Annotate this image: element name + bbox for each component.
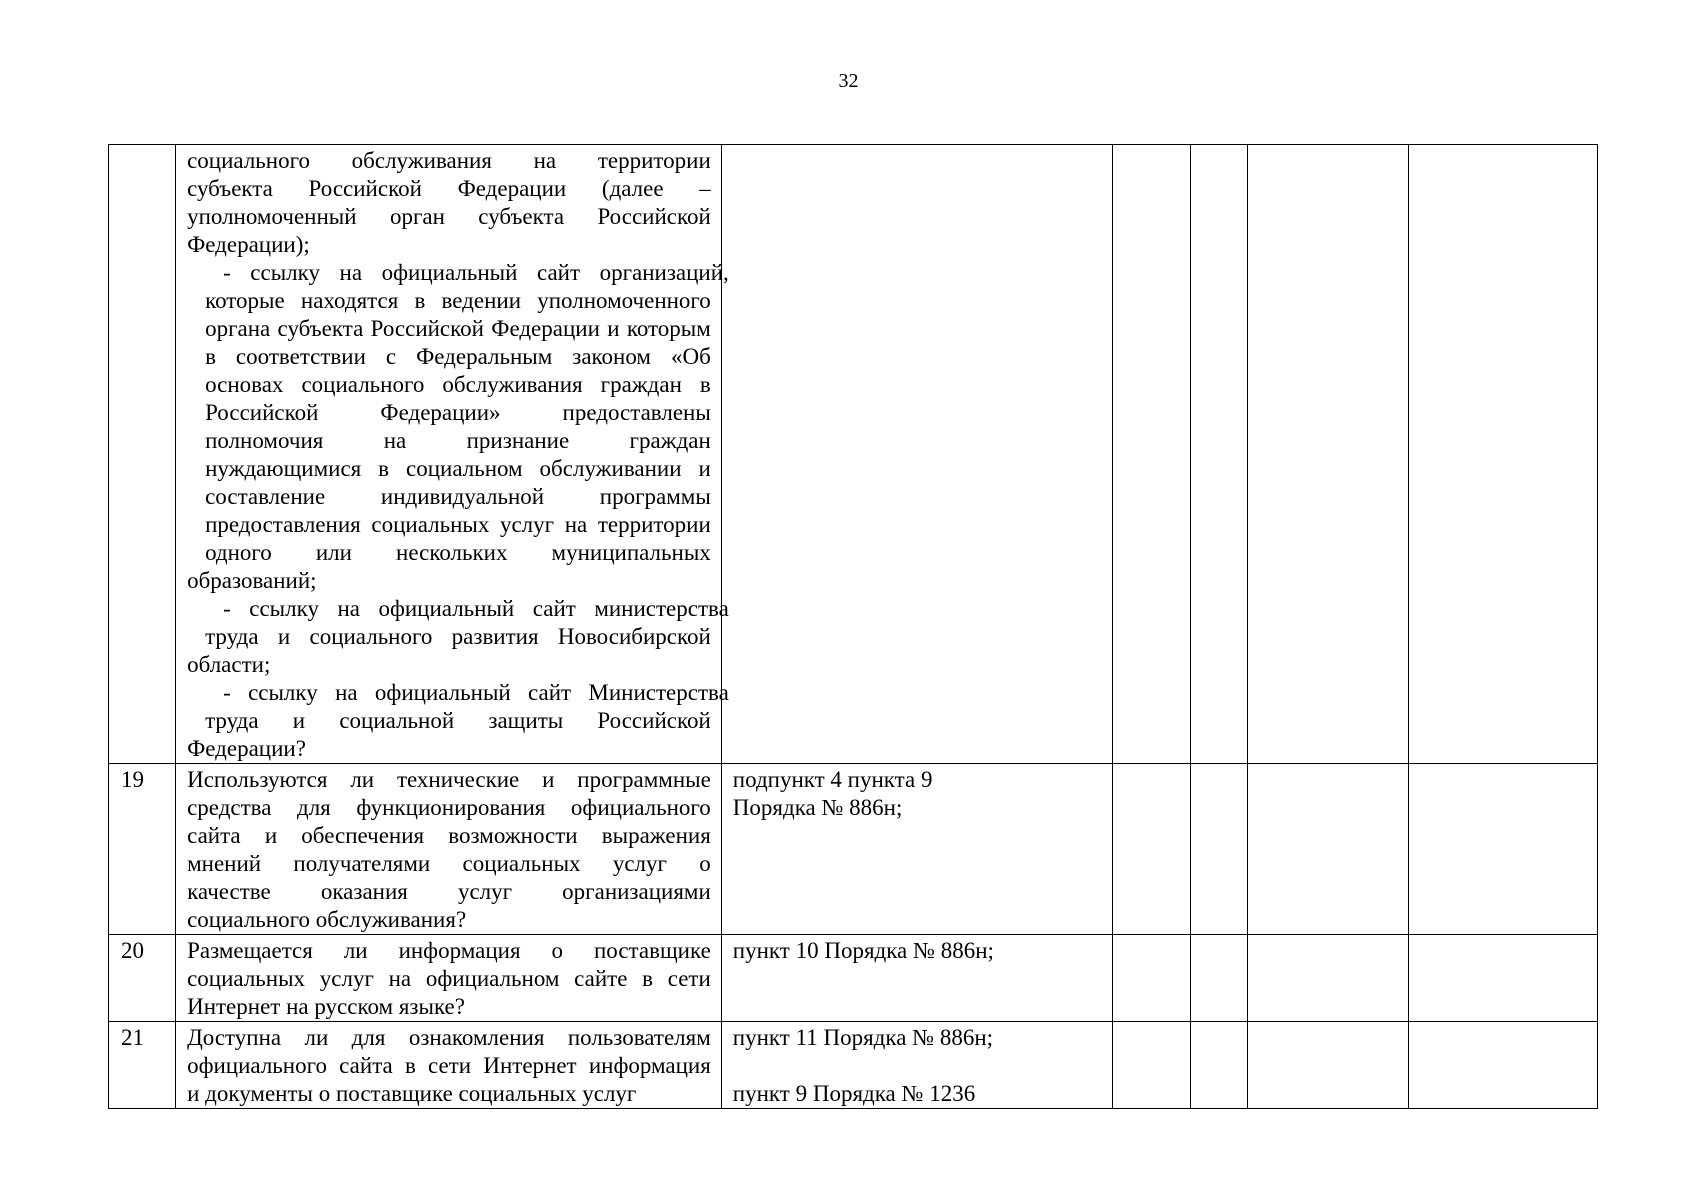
empty-answer-cell: [1408, 935, 1597, 1022]
empty-answer-cell: [1191, 935, 1248, 1022]
row-number-cell: 20: [109, 935, 176, 1022]
question-text-line: социального обслуживания на территории: [187, 148, 711, 173]
question-text-line: - ссылку на официальный сайт министерства: [223, 596, 729, 621]
question-text-line: - ссылку на официальный сайт Министерства: [223, 680, 729, 705]
question-text-line: Российской Федерации» предоставлены: [205, 400, 711, 425]
legal-reference-cell: [721, 145, 1113, 764]
question-text-line: нуждающимися в социальном обслуживании и: [205, 456, 711, 481]
question-text-line: образований;: [187, 568, 317, 593]
question-cell: [176, 1022, 722, 1109]
empty-answer-cell: [1191, 1022, 1248, 1109]
question-text-line: и документы о поставщике социальных услуг: [187, 1081, 637, 1106]
row-number-cell: 19: [109, 764, 176, 935]
question-paragraph: [187, 259, 729, 595]
question-text-line: Используются ли технические и программные: [187, 767, 711, 792]
empty-answer-cell: [1113, 764, 1191, 935]
table-row: [109, 935, 1598, 1022]
question-text-line: социальных услуг на официальном сайте в сети: [187, 966, 711, 991]
question-text-line: сайта и обеспечения возможности выражения: [187, 823, 711, 848]
question-paragraph: [187, 766, 711, 934]
empty-answer-cell: [1113, 1022, 1191, 1109]
empty-answer-cell: [1113, 935, 1191, 1022]
question-text-line: области;: [187, 652, 271, 677]
legal-reference-line: пункт 11 Порядка № 886н;: [732, 1025, 994, 1050]
empty-answer-cell: [1248, 935, 1408, 1022]
question-text-line: которые находятся в ведении уполномоченного: [205, 288, 711, 313]
question-text-line: Федерации?: [187, 736, 306, 761]
question-text-line: мнений получателями социальных услуг о: [187, 851, 711, 876]
legal-reference-cell: [721, 1022, 1113, 1109]
question-text-line: в соответствии с Федеральным законом «Об: [205, 344, 711, 369]
empty-answer-cell: [1248, 145, 1408, 764]
page-number: 32: [838, 70, 859, 92]
question-text-line: полномочия на признание граждан: [205, 428, 711, 453]
question-text-line: Интернет на русском языке?: [187, 994, 465, 1019]
question-cell: [176, 145, 729, 764]
question-text-line: Федерации);: [187, 232, 310, 257]
question-text-line: социального обслуживания?: [187, 907, 467, 932]
question-cell: [176, 935, 722, 1022]
empty-answer-cell: [1408, 145, 1597, 764]
legal-reference-line: Порядка № 886н;: [732, 795, 903, 820]
question-cell: [176, 764, 722, 935]
question-text-line: уполномоченный орган субъекта Российской: [187, 204, 711, 229]
empty-answer-cell: [1191, 145, 1248, 764]
legal-reference-line: пункт 10 Порядка № 886н;: [732, 938, 994, 963]
question-text-line: средства для функционирования официального: [187, 795, 711, 820]
checklist-table: [108, 144, 1598, 1109]
question-paragraph: [187, 595, 729, 679]
question-text-line: органа субъекта Российской Федерации и которым: [205, 316, 711, 341]
legal-reference-cell: [721, 764, 1113, 935]
legal-reference-line: [733, 1052, 1103, 1080]
legal-reference-line: подпункт 4 пункта 9: [732, 767, 933, 792]
question-paragraph: [187, 679, 729, 763]
table-row: [109, 145, 1598, 764]
empty-answer-cell: [1408, 764, 1597, 935]
question-text-line: труда и социального развития Новосибирской: [205, 624, 711, 649]
empty-answer-cell: [1248, 1022, 1408, 1109]
table-body: [109, 145, 1598, 1109]
table-row: [109, 1022, 1598, 1109]
question-paragraph: [187, 937, 711, 1021]
empty-answer-cell: [1191, 764, 1248, 935]
question-text-line: предоставления социальных услуг на территории: [205, 512, 711, 537]
empty-answer-cell: [1113, 145, 1191, 764]
question-text-line: качестве оказания услуг организациями: [187, 879, 711, 904]
question-text-line: составление индивидуальной программы: [205, 484, 711, 509]
row-number-cell: [109, 145, 176, 764]
empty-answer-cell: [1408, 1022, 1597, 1109]
question-text-line: одного или нескольких муниципальных: [205, 540, 711, 565]
row-number-cell: 21: [109, 1022, 176, 1109]
question-text-line: труда и социальной защиты Российской: [205, 708, 711, 733]
question-text-line: основах социального обслуживания граждан в: [205, 372, 711, 397]
empty-answer-cell: [1248, 764, 1408, 935]
legal-reference-line: пункт 9 Порядка № 1236: [732, 1081, 976, 1106]
question-text-line: субъекта Российской Федерации (далее –: [187, 176, 711, 201]
question-text-line: - ссылку на официальный сайт организаций,: [223, 260, 729, 285]
table-row: [109, 764, 1598, 935]
question-text-line: Размещается ли информация о поставщике: [187, 938, 711, 963]
question-paragraph: [187, 147, 711, 259]
question-paragraph: [187, 1024, 711, 1108]
question-text-line: Доступна ли для ознакомления пользователям: [187, 1025, 711, 1050]
legal-reference-cell: [721, 935, 1113, 1022]
question-text-line: официального сайта в сети Интернет информация: [187, 1053, 711, 1078]
